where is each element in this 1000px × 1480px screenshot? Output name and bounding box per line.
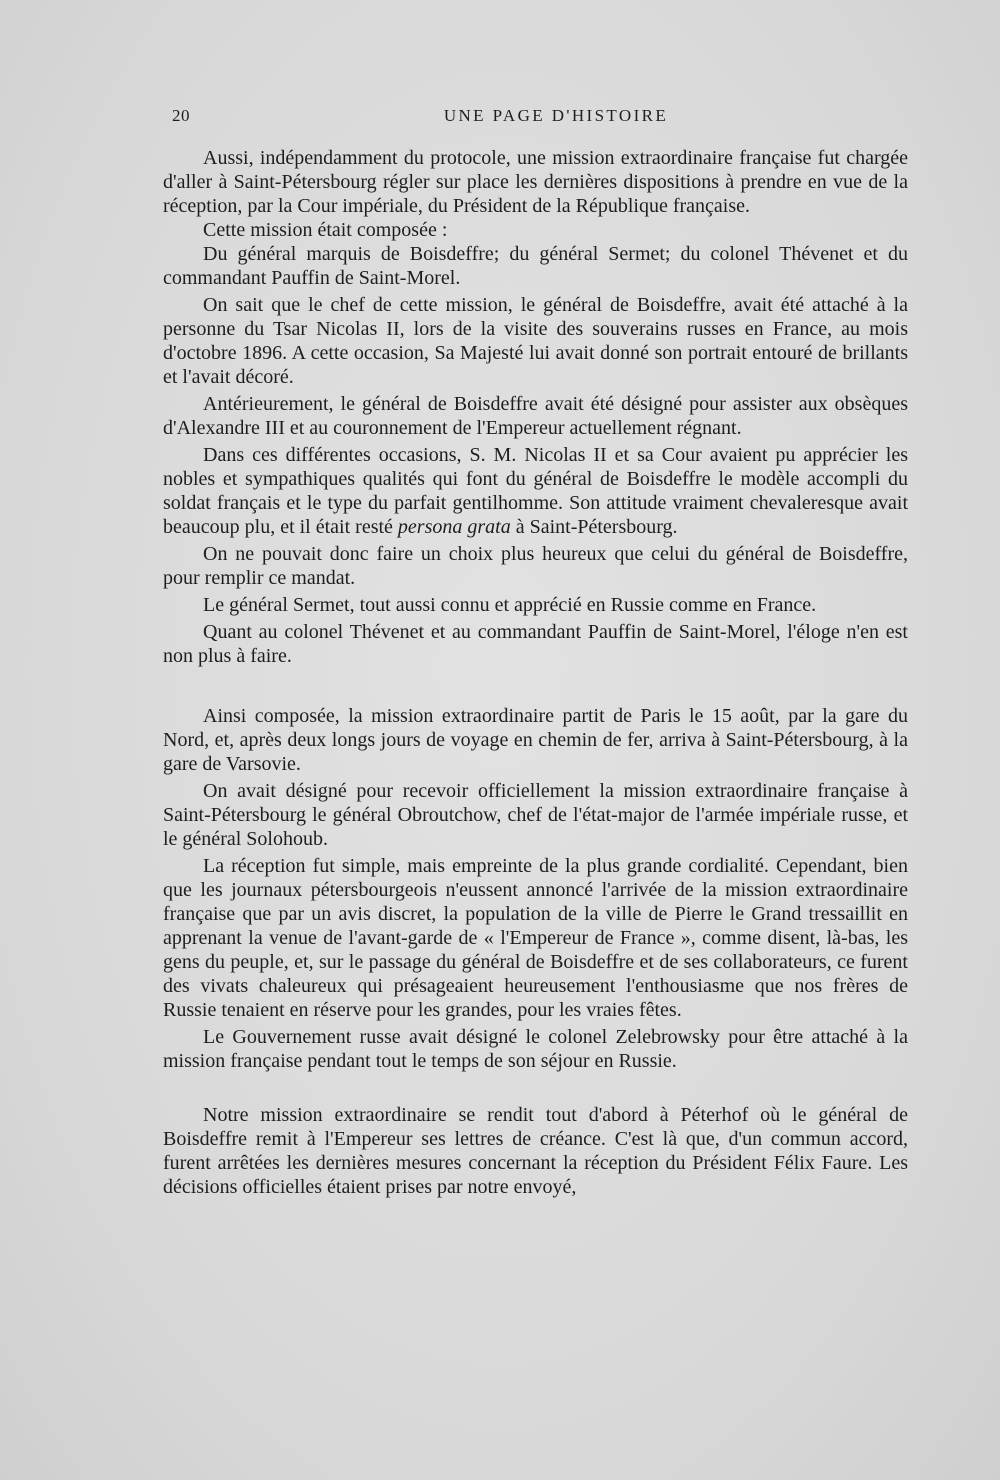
paragraph-text: Dans ces différentes occasions, S. M. Nicolas II et sa Cour avaient pu apprécier les nobles et sympathiques qualités qui font du général de Boisdeffre le modèle accompli du soldat français et le type du parfait gentilhomme. Son attitude vraiment chevaleresque avait beaucoup plu, et il était resté: [163, 444, 908, 538]
body-text: [163, 146, 908, 1199]
paragraph: Antérieurement, le général de Boisdeffre avait été désigné pour assister aux obsèques d'Alexandre III et au couronnement de l'Empereur actuellement régnant.: [163, 393, 908, 439]
paragraph: Le Gouvernement russe avait désigné le colonel Zelebrowsky pour être attaché à la mission française pendant tout le temps de son séjour en Russie.: [163, 1026, 908, 1072]
paragraph: Le général Sermet, tout aussi connu et apprécié en Russie comme en France.: [203, 594, 817, 616]
paragraph: La réception fut simple, mais empreinte de la plus grande cordialité. Cependant, bien que les journaux pétersbourgeois n'eussent annoncé l'arrivée de la mission extraordinaire française que par un avis discret, la population de la ville de Pierre le Grand tressaillit en apprenant la venue de l'avant-garde de « l'Empereur de France », comme disent, là-bas, les gens du peuple, et, sur le passage du général de Boisdeffre et de ses collaborateurs, ce furent des vivats chaleureux qui présageaient heureusement l'enthousiasme que nos frères de Russie tenaient en réserve pour les grandes, pour les vraies fêtes.: [163, 855, 908, 1021]
page-number: 20: [172, 106, 190, 125]
paragraph: Cette mission était composée :: [203, 219, 448, 241]
paragraph: Aussi, indépendamment du protocole, une mission extraordinaire française fut chargée d'aller à Saint-Pétersbourg régler sur place les dernières dispositions à prendre en vue de la réception, par la Cour impériale, du Président de la République française.: [163, 147, 908, 217]
paragraph: On ne pouvait donc faire un choix plus heureux que celui du général de Boisdeffre, pour remplir ce mandat.: [163, 543, 908, 589]
paragraph: On sait que le chef de cette mission, le général de Boisdeffre, avait été attaché à la personne du Tsar Nicolas II, lors de la visite des souverains russes en France, au mois d'octobre 1896. A cette occasion, Sa Majesté lui avait donné son portrait entouré de brillants et l'avait décoré.: [163, 294, 908, 388]
paragraph: Du général marquis de Boisdeffre; du général Sermet; du colonel Thévenet et du commandant Pauffin de Saint-Morel.: [163, 243, 908, 289]
paragraph: Quant au colonel Thévenet et au commandant Pauffin de Saint-Morel, l'éloge n'en est non plus à faire.: [163, 621, 908, 667]
paragraph: [163, 443, 908, 539]
paragraph: On avait désigné pour recevoir officiellement la mission extraordinaire française à Saint-Pétersbourg le général Obroutchow, chef de l'état-major de l'armée impériale russe, et le général Solohoub.: [163, 780, 908, 850]
paragraph: Ainsi composée, la mission extraordinaire partit de Paris le 15 août, par la gare du Nord, et, après deux longs jours de voyage en chemin de fer, arriva à Saint-Pétersbourg, à la gare de Varsovie.: [163, 705, 908, 775]
italic-phrase: persona grata: [397, 516, 511, 538]
running-title: UNE PAGE D'HISTOIRE: [443, 106, 669, 125]
paragraph-text: à Saint-Pétersbourg.: [515, 516, 678, 538]
page-header: [172, 106, 900, 130]
paragraph: Notre mission extraordinaire se rendit tout d'abord à Péterhof où le général de Boisdeffre remit à l'Empereur ses lettres de créance. C'est là que, d'un commun accord, furent arrêtées les dernières mesures concernant la réception du Président Félix Faure. Les décisions officielles étaient prises par notre envoyé,: [163, 1104, 908, 1198]
